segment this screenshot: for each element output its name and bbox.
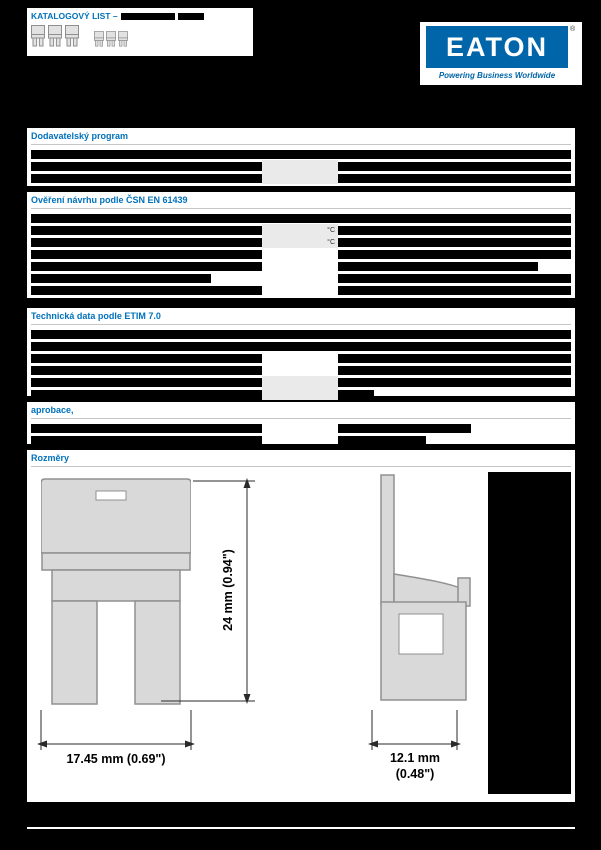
unit-cell [262,236,338,248]
redacted-text [31,226,262,235]
row-label-cell [31,248,262,260]
row-label-cell [31,388,262,400]
unit-cell [262,272,338,284]
redacted-text [31,174,262,183]
footer-divider [27,827,575,829]
product-photo-icon [94,31,104,47]
unit-cell [262,248,338,260]
redacted-text [338,274,571,283]
eaton-logo-text: EATON [445,31,548,62]
table-row [31,260,571,272]
unit-cell [262,434,338,446]
redacted-text [338,286,571,295]
row-value-cell [338,376,571,388]
section-title: Technická data podle ETIM 7.0 [31,310,571,325]
dimension-width-label: 17.45 mm (0.69") [66,752,166,766]
redacted-text [31,424,262,433]
unit-cell [262,260,338,272]
section-design-verification [27,192,575,298]
redacted-text [31,250,262,259]
unit-cell [262,376,338,388]
row-value-cell [338,352,571,364]
row-value-cell [338,388,571,400]
table-row [31,328,571,340]
redacted-text [338,174,571,183]
table-row [31,148,571,160]
row-value-cell [338,224,571,236]
product-photo-icon [65,25,79,47]
row-label-cell [31,224,262,236]
unit-cell [262,364,338,376]
table-row [31,284,571,296]
row-value-cell [338,284,571,296]
product-photo-icon [106,31,116,47]
product-photo-icon [31,25,45,47]
redacted-text [338,162,571,171]
redacted-text [338,378,571,387]
row-label-cell [31,284,262,296]
table-row [31,388,571,400]
redacted-text [31,262,262,271]
table-row [31,434,571,446]
section-dimensions [27,450,575,802]
redacted-text [31,286,262,295]
redacted-text [338,262,538,271]
table-row [31,422,571,434]
table-row [31,212,571,224]
table-row [31,248,571,260]
unit-cell [262,172,338,184]
row-label-cell [31,434,262,446]
registered-mark: ® [570,26,576,33]
product-thumbnails [31,25,249,47]
row-value-cell [338,248,571,260]
table-row [31,236,571,248]
table-row [31,224,571,236]
product-photo-icon [118,31,128,47]
unit-text: °C [327,226,335,234]
unit-cell [262,352,338,364]
row-value-cell [338,422,571,434]
redacted-text [338,424,471,433]
unit-text: °C [327,238,335,246]
redacted-text [31,378,262,387]
table-row [31,272,571,284]
redacted-text [31,354,262,363]
dimension-depth-label: 12.1 mm [389,751,441,765]
redacted-text [338,436,426,445]
redacted-text [31,150,571,159]
redacted-text [31,390,262,399]
product-photo-icon [48,25,62,47]
redacted-text [338,238,571,247]
row-label-cell [31,364,262,376]
redacted-title-text [121,13,175,20]
row-value-cell [338,172,571,184]
logo-row [426,26,576,68]
redacted-text [31,214,571,223]
page-title-text: KATALOGOVÝ LIST – [31,11,118,21]
row-value-cell [338,260,571,272]
document-header [27,8,253,56]
redacted-text [31,330,571,339]
redacted-text [31,366,262,375]
section-title: aprobace, [31,404,571,419]
unit-cell [262,224,338,236]
row-value-cell [338,160,571,172]
dimension-height-label: 24 mm (0.94") [221,549,235,631]
section-etim-data [27,308,575,396]
brand-tagline: Powering Business Worldwide [438,71,556,80]
row-label-cell [31,172,262,184]
redacted-text [338,366,571,375]
brand-block [420,22,582,85]
redacted-text [338,354,571,363]
redacted-text [338,226,571,235]
page-title [31,11,249,21]
table-row [31,160,571,172]
unit-cell [262,422,338,434]
unit-cell [262,388,338,400]
section-title: Dodavatelský program [31,130,571,145]
redacted-text [31,436,262,445]
unit-cell [262,284,338,296]
section-title: Rozměry [31,452,571,467]
row-label-cell [31,376,262,388]
redacted-text [31,274,211,283]
eaton-logo [426,26,568,68]
row-value-cell [338,236,571,248]
table-row [31,172,571,184]
redacted-text [31,342,571,351]
redacted-text [338,390,374,399]
row-label-cell [31,260,262,272]
row-value-cell [338,434,571,446]
table-row [31,364,571,376]
row-value-cell [338,272,571,284]
row-label-cell [31,236,262,248]
dimension-depth-label-inches: (0.48") [395,767,435,781]
section-approvals [27,402,575,444]
row-label-cell [31,352,262,364]
table-row [31,340,571,352]
section-supply-program [27,128,575,186]
row-label-cell [31,422,262,434]
row-label-cell [31,160,262,172]
redacted-text [31,238,262,247]
redacted-title-text [178,13,204,20]
table-row [31,352,571,364]
row-label-cell [31,272,262,284]
section-title: Ověření návrhu podle ČSN EN 61439 [31,194,571,209]
dimension-drawing-area [31,470,571,800]
unit-cell [262,160,338,172]
redacted-image-block [488,472,571,794]
redacted-text [31,162,262,171]
table-row [31,376,571,388]
redacted-text [338,250,571,259]
row-value-cell [338,364,571,376]
